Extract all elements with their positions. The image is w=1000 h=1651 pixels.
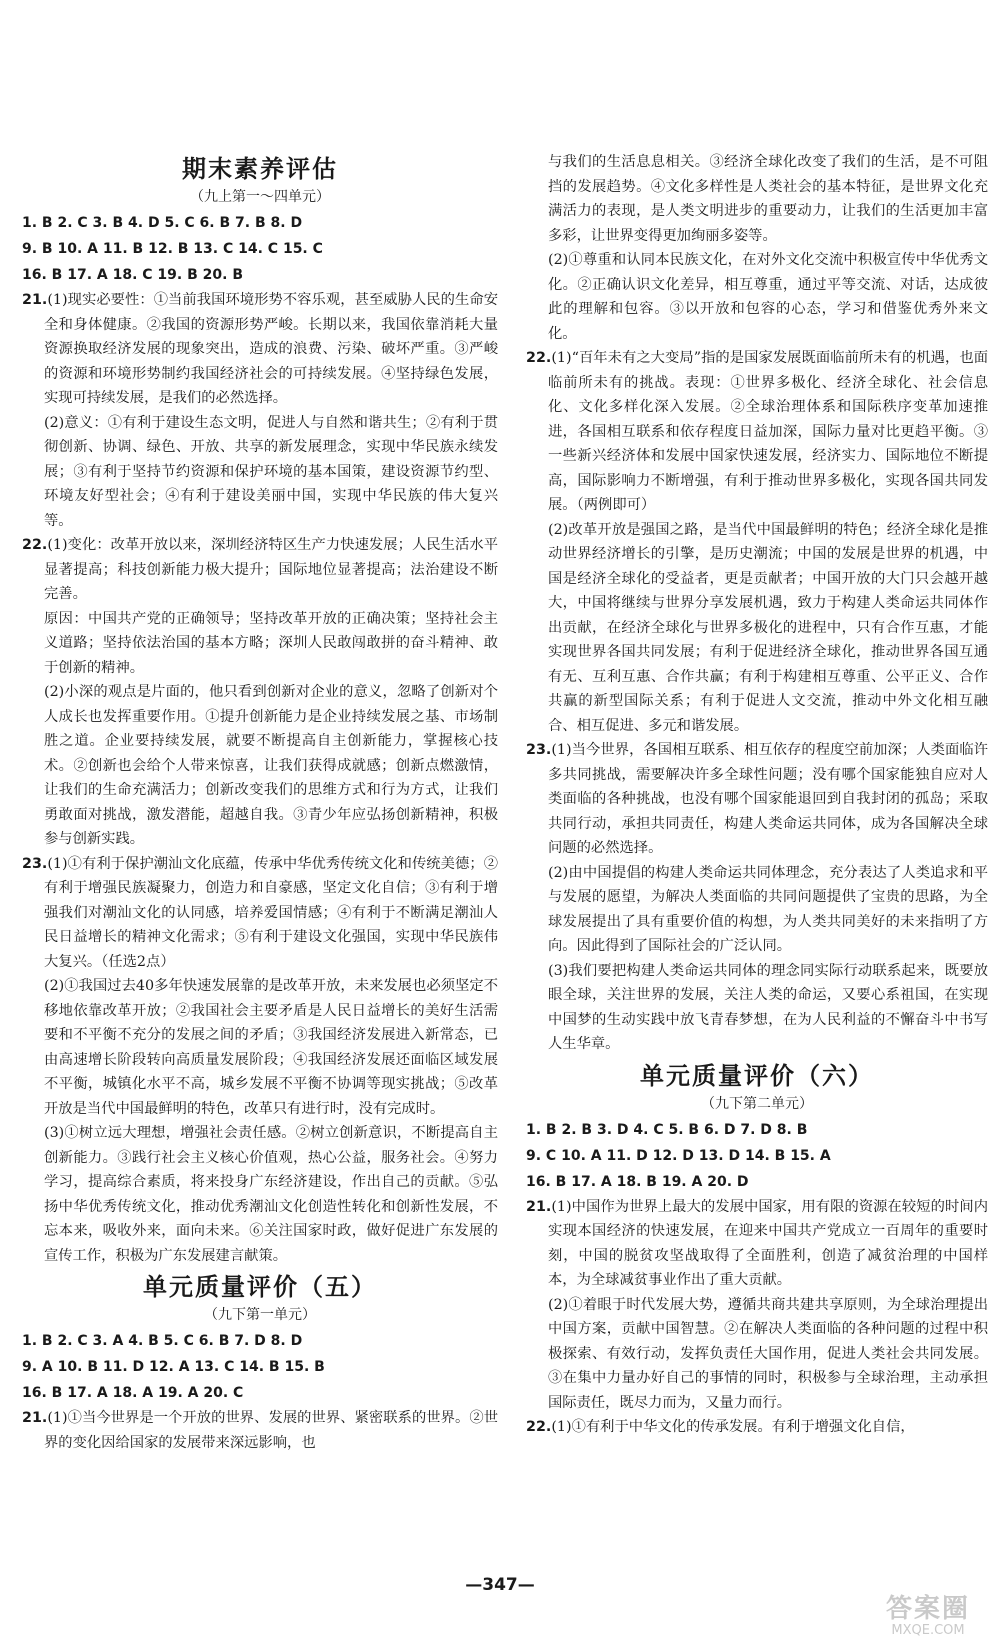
question-22 [526,346,988,738]
answer-text: (1)变化：改革开放以来，深圳经济特区生产力快速发展；人民生活水平显著提高；科技创新能力极大提升；国际地位显著提高；法治建设不断完善。 [44,537,498,602]
answer-text: (2)①我国过去40多年快速发展靠的是改革开放，未来发展也必须坚定不移地依靠改革开放；②我国社会主要矛盾是人民日益增长的美好生活需要和不平衡不充分的发展之间的矛盾；③我国经济发展进入新常态，已由高速增长阶段转向高质量发展阶段；④我国经济发展还面临区域发展不平衡，城镇化水平不高，城乡发展不平衡不协调等现实挑战；⑤改革开放是当代中国最鲜明的特色，改革只有进行时，没有完成时。 [44,978,498,1117]
answer-text: (1)①有利于中华文化的传承发展。有利于增强文化自信， [551,1419,915,1435]
mc-answer-line: 16. B 17. A 18. B 19. A 20. D [526,1173,749,1190]
answer-text: (1)当今世界，各国相互联系、相互依存的程度空前加深；人类面临许多共同挑战，需要解决许多全球性问题；没有哪个国家能独自应对人类面临的各种挑战，也没有哪个国家能退回到自我封闭的孤岛；采取共同行动，承担共同责任，构建人类命运共同体，成为各国解决全球问题的必然选择。 [548,742,988,856]
question-number: 21. [526,1198,552,1215]
answer-text: (1)①有利于保护潮汕文化底蕴，传承中华优秀传统文化和传统美德；②有利于增强民族凝聚力，创造力和自豪感，坚定文化自信；③有利于增强我们对潮汕文化的认同感，培养爱国情感；④有利于不断满足潮汕人民日益增长的精神文化需求；⑤有利于建设文化强国，实现中华民族伟大复兴。（任选2点） [44,855,498,970]
question-21 [22,288,498,533]
section-subtitle: （九下第二单元） [701,1095,813,1112]
section-title: 单元质量评价（五） [143,1272,377,1301]
answer-text: 原因：中国共产党的正确领导；坚持改革开放的正确决策；坚持社会主义道路；坚持依法治国的基本方略；深圳人民敢闯敢拼的奋斗精神、敢于创新的精神。 [44,610,498,676]
question-21 [526,1195,988,1416]
question-number: 21. [22,1410,48,1426]
answer-text: (2)改革开放是强国之路，是当代中国最鲜明的特色；经济全球化是推动世界经济增长的引擎，是历史潮流；中国的发展是世界的机遇，中国是经济全球化的受益者，更是贡献者；中国开放的大门只会越开越大，中国将继续与世界分享发展机遇，致力于构建人类命运共同体作出贡献，在经济全球化与世界多极化的进程中，只有合作互惠，才能实现世界各国共同发展；有利于促进经济全球化，推动世界各国互通有无、互利互惠、合作共赢；有利于构建相互尊重、公平正义、合作共赢的新型国际关系；有利于促进人文交流，推动中外文化相互融合、相互促进、多元和谐发展。 [548,521,988,734]
answer-text: (3)①树立远大理想，增强社会责任感。②树立创新意识，不断提高自主创新能力。③践行社会主义核心价值观，热心公益，服务社会。④努力学习，提高综合素质，将来投身广东经济建设，作出自己的贡献。⑤弘扬中华优秀传统文化，推动优秀潮汕文化创造性转化和创新性发展，不忘本来，吸收外来，面向未来。⑥关注国家时政，做好促进广东发展的宣传工作，积极为广东发展建言献策。 [44,1125,498,1264]
question-number: 22. [526,350,552,366]
mc-answer-line: 1. B 2. C 3. A 4. B 5. C 6. B 7. D 8. D [22,1333,303,1349]
section-subtitle: （九下第一单元） [204,1307,316,1323]
answer-text: 与我们的生活息息相关。③经济全球化改变了我们的生活，是不可阻挡的发展趋势。④文化多样性是人类社会的基本特征，是世界文化充满活力的表现，是人类文明进步的重要动力，让我们的生活更加丰富多彩，让世界变得更加绚丽多姿等。 [548,154,988,244]
mc-answer-line: 1. B 2. B 3. D 4. C 5. B 6. D 7. D 8. B [526,1121,808,1138]
question-number: 22. [22,537,48,553]
mc-answer-line: 9. A 10. B 11. D 12. A 13. C 14. B 15. B [22,1359,325,1375]
section-title: 单元质量评价（六） [640,1060,874,1090]
answer-text: (1)“百年未有之大变局”指的是国家发展既面临前所未有的机遇，也面临前所未有的挑战。表现：①世界多极化、经济全球化、社会信息化、文化多样化深入发展。②全球治理体系和国际秩序变革加速推进，各国相互联系和依存程度日益加深，国际力量对比更趋平衡。③一些新兴经济体和发展中国家快速发展，经济实力、国际地位不断提高，国际影响力不断增强，有利于推动世界多极化，实现各国共同发展。（两例即可） [548,350,988,513]
question-number: 23. [22,855,48,872]
answer-text: (1)中国作为世界上最大的发展中国家，用有限的资源在较短的时间内实现本国经济的快速发展，在迎来中国共产党成立一百周年的重要时刻，中国的脱贫攻坚战取得了全面胜利，创造了减贫治理的中国样本，为全球减贫事业作出了重大贡献。 [548,1198,988,1288]
answer-text: (3)我们要把构建人类命运共同体的理念同实际行动联系起来，既要放眼全球，关注世界的发展，关注人类的命运，又要心系祖国，在实现中国梦的生动实践中放飞青春梦想，在为人民利益的不懈奋斗中书写人生华章。 [548,962,988,1052]
question-number: 21. [22,292,48,308]
answer-text: (1)现实必要性：①当前我国环境形势不容乐观，甚至威胁人民的生命安全和身体健康。②我国的资源形势严峻。长期以来，我国依靠消耗大量资源换取经济发展的现象突出，造成的浪费、污染、破坏严重。③严峻的资源和环境形势制约我国经济社会的可持续发展。④坚持绿色发展，实现可持续发展，是我们的必然选择。 [44,292,498,406]
question-number: 23. [526,742,552,758]
continued-answer [526,150,988,346]
question-number: 22. [526,1419,552,1435]
mc-answer-line: 9. C 10. A 11. D 12. D 13. D 14. B 15. A [526,1147,831,1164]
right-column [526,150,988,1440]
answer-text: (2)小深的观点是片面的，他只看到创新对企业的意义，忽略了创新对个人成长也发挥重要作用。①提升创新能力是企业持续发展之基、市场制胜之道。企业要持续发展，就要不断提高自主创新能力，掌握核心技术。②创新也会给个人带来惊喜，让我们获得成就感；创新点燃激情，让我们的生命充满活力；创新改变我们的思维方式和行为方式，让我们勇敢面对挑战，激发潜能，超越自我。③青少年应弘扬创新精神，积极参与创新实践。 [44,684,498,847]
mc-answer-line: 9. B 10. A 11. B 12. B 13. C 14. C 15. C [22,241,323,257]
question-22 [22,533,498,852]
mc-answer-line: 16. B 17. A 18. C 19. B 20. B [22,267,243,283]
mc-answer-line: 1. B 2. C 3. B 4. D 5. C 6. B 7. B 8. D [22,215,303,231]
watermark-logo [868,1595,988,1645]
question-22 [526,1415,988,1440]
answer-text: (2)由中国提倡的构建人类命运共同体理念，充分表达了人类追求和平与发展的愿望，为解决人类面临的共同问题提供了宝贵的思路，为全球发展提出了具有重要价值的构想，为人类共同美好的未来指明了方向。因此得到了国际社会的广泛认同。 [548,864,988,954]
watermark-url: MXQE.COM [891,1623,965,1638]
answer-text: (1)①当今世界是一个开放的世界、发展的世界、紧密联系的世界。②世界的变化因给国家的发展带来深远影响，也 [44,1410,498,1451]
question-23 [526,738,988,1057]
mc-answer-line: 16. B 17. A 18. A 19. A 20. C [22,1385,244,1401]
left-column [22,150,498,1455]
answer-text: (2)①着眼于时代发展大势，遵循共商共建共享原则，为全球治理提出中国方案，贡献中国智慧。②在解决人类面临的各种问题的过程中积极探索、有效行动，发挥负责任大国作用，促进人类社会共同发展。③在集中力量办好自己的事情的同时，积极参与全球治理，主动承担国际责任，既尽力而为，又量力而行。 [548,1296,988,1411]
watermark-text: 答案圈 [885,1594,970,1624]
answer-text: (2)①尊重和认同本民族文化，在对外文化交流中积极宣传中华优秀文化。②正确认识文化差异，相互尊重，通过平等交流、对话，达成彼此的理解和包容。③以开放和包容的心态，学习和借鉴优秀外来文化。 [548,252,988,342]
section-subtitle: （九上第一～四单元） [190,189,330,205]
answer-text: (2)意义：①有利于建设生态文明，促进人与自然和谐共生；②有利于贯彻创新、协调、绿色、开放、共享的新发展理念，实现中华民族永续发展；③有利于坚持节约资源和保护环境的基本国策，建设资源节约型、环境友好型社会；④有利于建设美丽中国，实现中华民族的伟大复兴等。 [44,414,498,529]
page-number: —347— [465,1575,535,1595]
question-23 [22,852,498,1269]
section-title: 期末素养评估 [182,154,338,183]
question-21 [22,1406,498,1455]
